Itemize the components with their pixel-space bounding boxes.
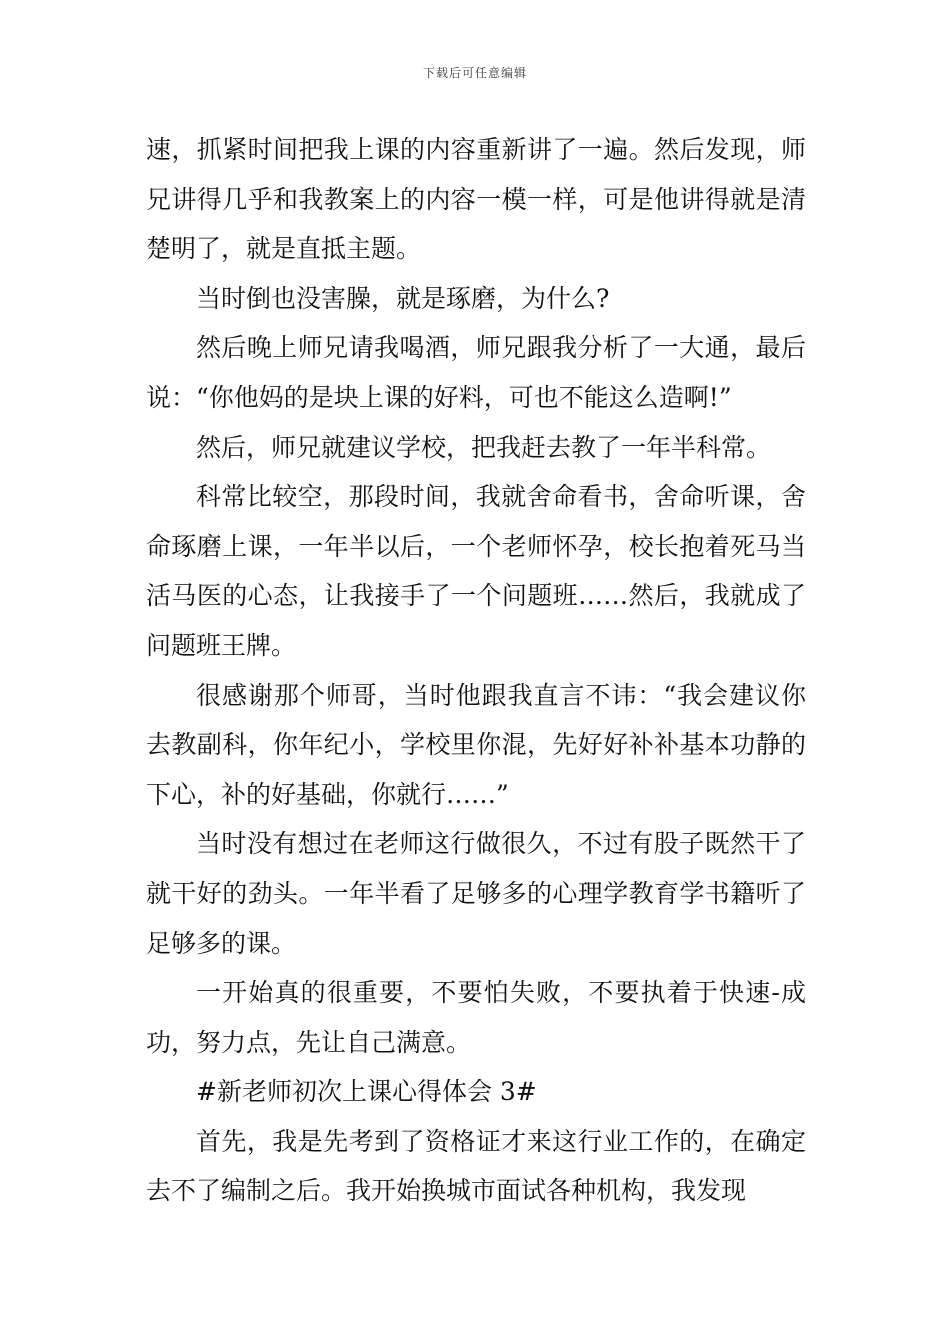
paragraph-2: 当时倒也没害臊，就是琢磨，为什么? bbox=[196, 283, 610, 313]
paragraph-6: 很感谢那个师哥，当时他跟我直言不讳：“我会建议你去教副科，你年纪小，学校里你混，先好好补补基本功静的下心，补的好基础，你就行……” bbox=[146, 680, 806, 809]
paragraph-8: 一开始真的很重要，不要怕失败，不要执着于快速-成功，努力点，先让自己满意。 bbox=[146, 978, 806, 1057]
paragraph-5: 科常比较空，那段时间，我就舍命看书，舍命听课，舍命琢磨上课，一年半以后，一个老师怀孕，校长抱着死马当活马医的心态，让我接手了一个问题班……然后，我就成了问题班王牌。 bbox=[146, 482, 806, 660]
document-body bbox=[146, 125, 806, 1216]
paragraph-1: 速，抓紧时间把我上课的内容重新讲了一遍。然后发现，师兄讲得几乎和我教案上的内容一模一样，可是他讲得就是清楚明了，就是直抵主题。 bbox=[146, 135, 806, 264]
section-heading: #新老师初次上课心得体会 3# bbox=[196, 1077, 537, 1107]
paragraph-3: 然后晚上师兄请我喝酒，师兄跟我分析了一大通，最后说：“你他妈的是块上课的好料，可也不能这么造啊!” bbox=[146, 333, 806, 412]
paragraph-7: 当时没有想过在老师这行做很久，不过有股子既然干了就干好的劲头。一年半看了足够多的心理学教育学书籍听了足够多的课。 bbox=[146, 829, 806, 958]
paragraph-4: 然后，师兄就建议学校，把我赶去教了一年半科常。 bbox=[196, 432, 772, 462]
page-header-note: 下载后可任意编辑 bbox=[422, 66, 527, 80]
paragraph-9: 首先，我是先考到了资格证才来这行业工作的，在确定去不了编制之后。我开始换城市面试各种机构，我发现 bbox=[146, 1126, 806, 1206]
